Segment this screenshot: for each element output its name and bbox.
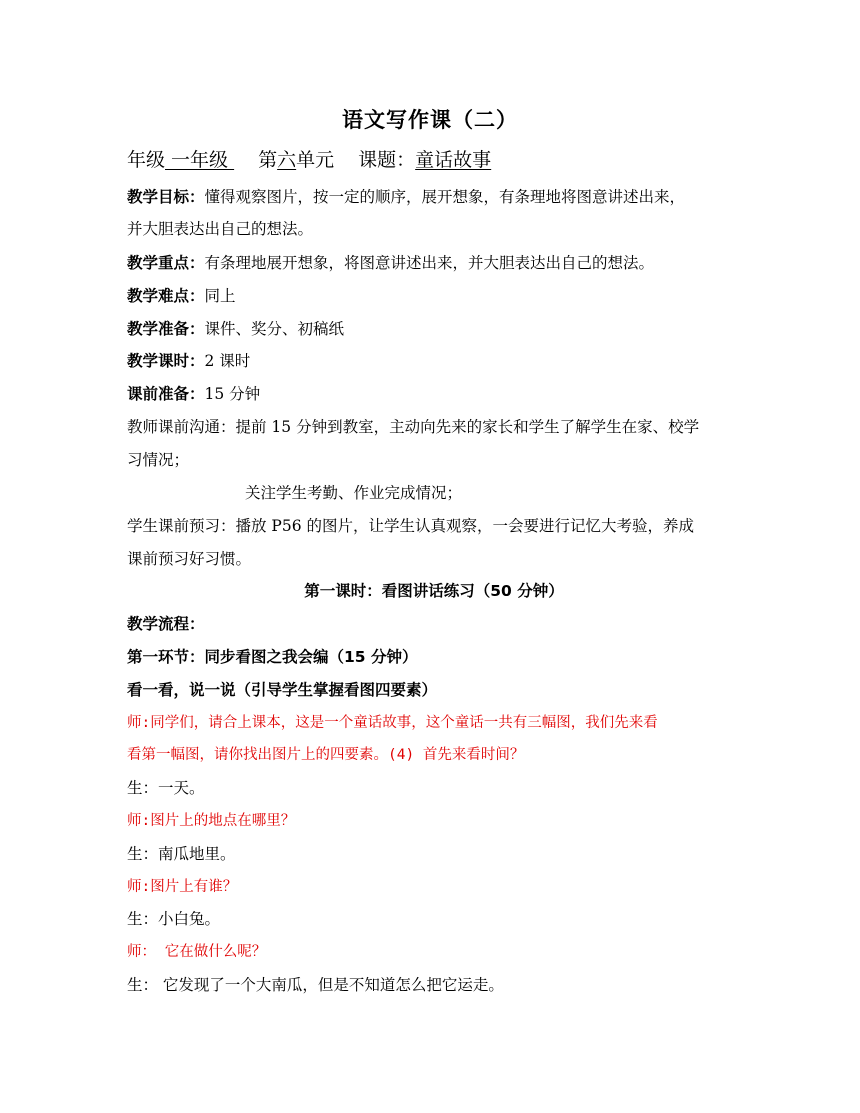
dialogue-line: 师： 它在做什么呢？ (127, 944, 267, 960)
flow-label: 教学流程： (127, 615, 205, 633)
communication-line-2: 习情况； (127, 451, 190, 469)
dialogue-line: 生： 它发现了一个大南瓜，但是不知道怎么把它运走。 (127, 976, 504, 994)
preparation-label: 教学准备： (127, 320, 205, 338)
communication-line-1: 教师课前沟通：提前 15 分钟到教室，主动向先来的家长和学生了解学生在家、校学 (127, 418, 700, 436)
grade-value: 一年级 (165, 149, 235, 171)
difficulty-line (127, 286, 236, 306)
preview-line-1: 学生课前预习：播放 P56 的图片，让学生认真观察，一会要进行记忆大考验，养成 (127, 517, 695, 535)
section-one-heading: 第一环节：同步看图之我会编（15 分钟） (127, 648, 418, 666)
key-point-text: 有条理地展开想象，将图意讲述出来，并大胆表达出自己的想法。 (204, 254, 655, 272)
difficulty-text: 同上 (204, 287, 236, 305)
unit-suffix: 单元 (296, 149, 335, 171)
dialogue-line: 生：小白兔。 (127, 910, 221, 928)
key-point-line (127, 253, 654, 273)
grade-label: 年级 (127, 149, 166, 171)
pre-class-label: 课前准备： (127, 385, 205, 403)
teaching-goal-label: 教学目标： (127, 188, 205, 206)
hours-line (127, 351, 250, 371)
preparation-line (127, 319, 344, 339)
page-title: 语文写作课（二） (342, 108, 518, 132)
hours-label: 教学课时： (127, 352, 205, 370)
teaching-goal-text-1: 懂得观察图片，按一定的顺序，展开想象，有条理地将图意讲述出来， (204, 188, 686, 206)
communication-line-3: 关注学生考勤、作业完成情况； (245, 484, 463, 502)
lesson-header (127, 148, 491, 172)
dialogue-line: 师:图片上有谁？ (127, 879, 238, 895)
difficulty-label: 教学难点： (127, 287, 205, 305)
dialogue-line: 师:图片上的地点在哪里？ (127, 813, 296, 829)
look-say-heading: 看一看，说一说（引导学生掌握看图四要素） (127, 681, 438, 699)
preview-line-2: 课前预习好习惯。 (127, 550, 252, 568)
preparation-text: 课件、奖分、初稿纸 (204, 320, 345, 338)
teaching-goal-line-2: 并大胆表达出自己的想法。 (127, 220, 314, 238)
key-point-label: 教学重点： (127, 254, 205, 272)
lesson-one-heading: 第一课时：看图讲话练习（50 分钟） (304, 582, 564, 600)
topic-label: 课题： (358, 149, 416, 171)
topic-value: 童话故事 (415, 149, 492, 171)
dialogue-line: 师:同学们，请合上课本，这是一个童话故事，这个童话一共有三幅图，我们先来看 (127, 715, 658, 731)
unit-value: 六 (277, 149, 297, 171)
pre-class-text: 15 分钟 (204, 385, 261, 403)
dialogue-line: 生：南瓜地里。 (127, 845, 236, 863)
hours-text: 2 课时 (204, 352, 251, 370)
teaching-goal-line-1 (127, 187, 685, 207)
dialogue-line: 看第一幅图，请你找出图片上的四要素。(4) 首先来看时间？ (127, 747, 525, 763)
unit-prefix: 第 (258, 149, 278, 171)
pre-class-line (127, 384, 260, 404)
dialogue-line: 生：一天。 (127, 779, 205, 797)
